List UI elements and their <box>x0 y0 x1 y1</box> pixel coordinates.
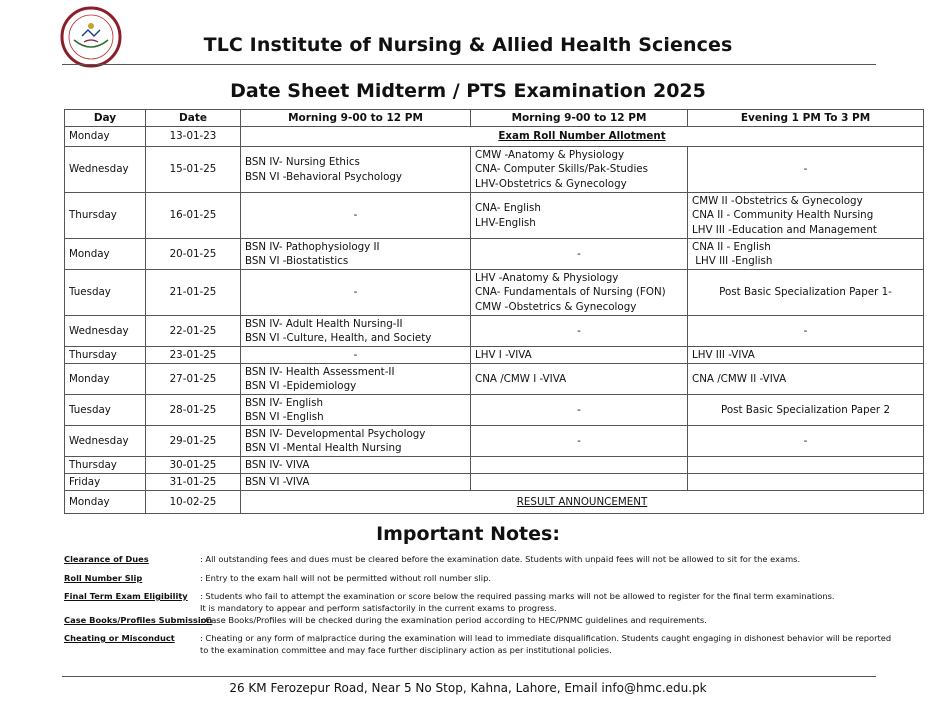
day-cell: Tuesday <box>65 270 146 316</box>
table-row <box>65 193 924 239</box>
exam-cell: - <box>471 316 688 347</box>
table-row <box>65 127 924 147</box>
exam-cell: LHV I -VIVA <box>471 347 688 364</box>
day-cell: Thursday <box>65 457 146 474</box>
note-label-roll-number-slip: Roll Number Slip <box>64 573 143 583</box>
date-cell: 10-02-25 <box>146 491 241 514</box>
table-row <box>65 270 924 316</box>
exam-cell: LHV III -VIVA <box>688 347 924 364</box>
date-cell: 20-01-25 <box>146 239 241 270</box>
day-cell: Wednesday <box>65 147 146 193</box>
result-announcement-banner: RESULT ANNOUNCEMENT <box>241 491 924 514</box>
footer-address: 26 KM Ferozepur Road, Near 5 No Stop, Kahna, Lahore, Email info@hmc.edu.pk <box>229 681 707 695</box>
column-header-day: Day <box>65 110 146 127</box>
header-divider <box>62 64 876 65</box>
table-row <box>65 239 924 270</box>
date-cell: 29-01-25 <box>146 426 241 457</box>
table-row <box>65 457 924 474</box>
exam-cell: BSN IV- Developmental Psychology BSN VI -Mental Health Nursing <box>241 426 471 457</box>
exam-schedule-table <box>64 109 924 514</box>
exam-cell: BSN IV- Health Assessment-II BSN VI -Epidemiology <box>241 364 471 395</box>
exam-cell: - <box>688 426 924 457</box>
day-cell: Thursday <box>65 193 146 239</box>
table-row <box>65 347 924 364</box>
exam-cell: - <box>688 316 924 347</box>
note-label-cheating-misconduct: Cheating or Misconduct <box>64 633 175 643</box>
exam-cell: BSN IV- VIVA <box>241 457 471 474</box>
footer-divider <box>62 676 876 677</box>
date-cell: 27-01-25 <box>146 364 241 395</box>
day-cell: Monday <box>65 491 146 514</box>
day-cell: Friday <box>65 474 146 491</box>
exam-cell: - <box>471 426 688 457</box>
day-cell: Monday <box>65 239 146 270</box>
exam-cell: CMW II -Obstetrics & Gynecology CNA II - Community Health Nursing LHV III -Education and Management <box>688 193 924 239</box>
column-header-evening: Evening 1 PM To 3 PM <box>688 110 924 127</box>
exam-cell <box>688 474 924 491</box>
exam-cell: CNA II - English LHV III -English <box>688 239 924 270</box>
column-header-morning-1: Morning 9-00 to 12 PM <box>241 110 471 127</box>
date-cell: 28-01-25 <box>146 395 241 426</box>
note-text-cheating-misconduct: : Cheating or any form of malpractice during the examination will lead to immediate disqualification. Students caught engaging in dishonest behavior will be reported to the examination committee and may face further disciplinary action as per institutional policies. <box>200 633 892 655</box>
day-cell: Monday <box>65 364 146 395</box>
table-row <box>65 316 924 347</box>
note-text-case-books-submission: : Case Books/Profiles will be checked during the examination period according to HEC/PNMC guidelines and requirements. <box>200 615 707 625</box>
exam-cell <box>688 457 924 474</box>
exam-cell: - <box>471 239 688 270</box>
exam-cell: - <box>241 347 471 364</box>
table-header-row <box>65 110 924 127</box>
exam-cell: BSN VI -VIVA <box>241 474 471 491</box>
date-sheet-title: Date Sheet Midterm / PTS Examination 2025 <box>230 80 706 102</box>
exam-cell: CMW -Anatomy & Physiology CNA- Computer Skills/Pak-Studies LHV-Obstetrics & Gynecology <box>471 147 688 193</box>
note-text-final-term-eligibility: : Students who fail to attempt the examination or score below the required passing marks will not be allowed to register for the final term examinations. It is mandatory to appear and perform satisfactorily in the current exams to progress. <box>200 591 835 613</box>
day-cell: Wednesday <box>65 316 146 347</box>
exam-cell: BSN IV- English BSN VI -English <box>241 395 471 426</box>
column-header-morning-2: Morning 9-00 to 12 PM <box>471 110 688 127</box>
date-cell: 30-01-25 <box>146 457 241 474</box>
note-text-clearance-of-dues: : All outstanding fees and dues must be cleared before the examination date. Students with unpaid fees will not be allowed to sit for the exams. <box>200 554 801 564</box>
table-row <box>65 474 924 491</box>
day-cell: Tuesday <box>65 395 146 426</box>
exam-cell: CNA /CMW II -VIVA <box>688 364 924 395</box>
note-text-roll-number-slip: : Entry to the exam hall will not be permitted without roll number slip. <box>200 573 491 583</box>
table-row <box>65 426 924 457</box>
note-label-clearance-of-dues: Clearance of Dues <box>64 554 149 564</box>
exam-cell <box>471 474 688 491</box>
exam-cell: BSN IV- Pathophysiology II BSN VI -Biostatistics <box>241 239 471 270</box>
note-label-final-term-eligibility: Final Term Exam Eligibility <box>64 591 188 601</box>
date-cell: 23-01-25 <box>146 347 241 364</box>
day-cell: Thursday <box>65 347 146 364</box>
date-cell: 15-01-25 <box>146 147 241 193</box>
exam-cell: - <box>241 270 471 316</box>
date-cell: 22-01-25 <box>146 316 241 347</box>
exam-cell: BSN IV- Adult Health Nursing-II BSN VI -Culture, Health, and Society <box>241 316 471 347</box>
exam-cell: - <box>688 147 924 193</box>
exam-cell <box>471 457 688 474</box>
date-cell: 16-01-25 <box>146 193 241 239</box>
exam-cell: LHV -Anatomy & Physiology CNA- Fundamentals of Nursing (FON) CMW -Obstetrics & Gynecology <box>471 270 688 316</box>
institute-name: TLC Institute of Nursing & Allied Health Sciences <box>203 34 733 56</box>
exam-cell: BSN IV- Nursing Ethics BSN VI -Behavioral Psychology <box>241 147 471 193</box>
exam-cell: - <box>471 395 688 426</box>
exam-cell: Post Basic Specialization Paper 2 <box>688 395 924 426</box>
important-notes-title: Important Notes: <box>376 523 560 545</box>
date-cell: 31-01-25 <box>146 474 241 491</box>
roll-number-allotment-banner: Exam Roll Number Allotment <box>241 127 924 147</box>
exam-cell: Post Basic Specialization Paper 1- <box>688 270 924 316</box>
exam-cell: - <box>241 193 471 239</box>
note-label-case-books-submission: Case Books/Profiles Submission <box>64 615 213 625</box>
column-header-date: Date <box>146 110 241 127</box>
table-row <box>65 395 924 426</box>
table-row <box>65 491 924 514</box>
table-row <box>65 364 924 395</box>
exam-cell: CNA /CMW I -VIVA <box>471 364 688 395</box>
day-cell: Monday <box>65 127 146 147</box>
date-cell: 21-01-25 <box>146 270 241 316</box>
date-cell: 13-01-23 <box>146 127 241 147</box>
table-row <box>65 147 924 193</box>
day-cell: Wednesday <box>65 426 146 457</box>
exam-cell: CNA- English LHV-English <box>471 193 688 239</box>
